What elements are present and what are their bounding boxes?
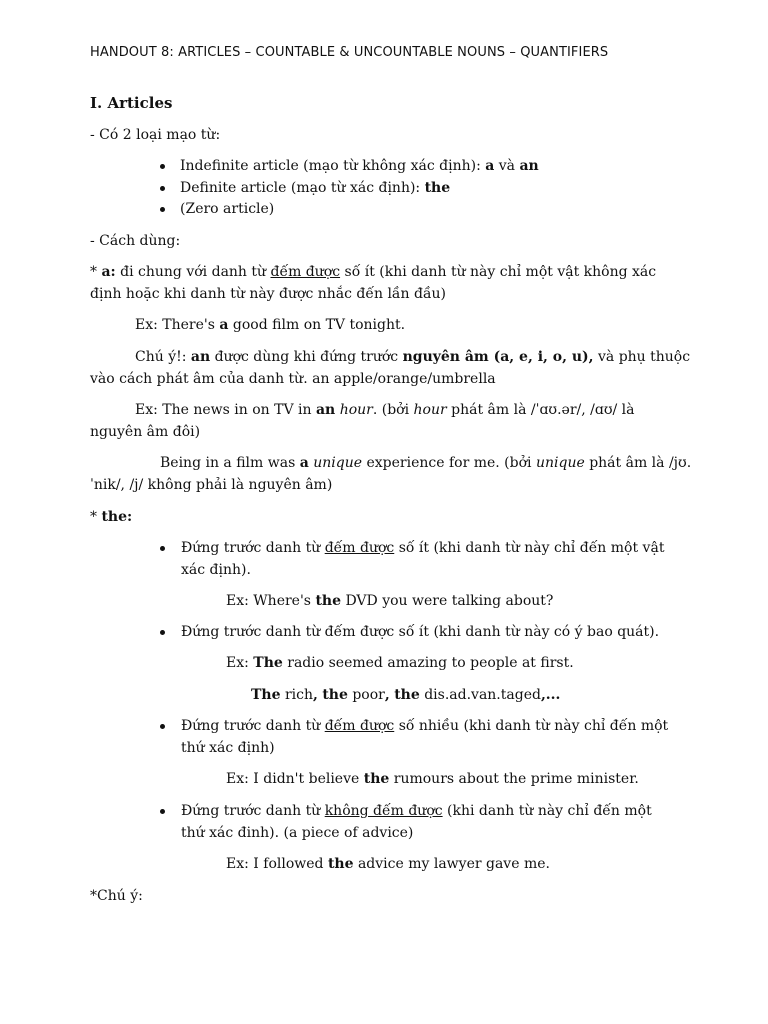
italic-word: unique (535, 455, 585, 471)
bold-article: an (315, 402, 336, 418)
bullet-icon (160, 809, 165, 814)
ellipsis: ,... (540, 687, 561, 703)
star: * (90, 264, 102, 280)
bullet-icon (160, 630, 165, 635)
the-bullet1-line2: xác định). (181, 562, 251, 578)
text: và phụ thuộc (593, 349, 691, 365)
example-hour-line2: nguyên âm đôi) (90, 424, 201, 440)
the-bullet4-line1 (181, 800, 652, 822)
intro-line: - Có 2 loại mạo từ: (90, 127, 221, 143)
bold-article: an (190, 349, 211, 365)
bold-article: the (315, 593, 341, 609)
a-rule-line2: định hoặc khi danh từ này được nhắc đến lần đầu) (90, 286, 446, 302)
bullet-icon (160, 207, 165, 212)
text: Ex: The news in on TV in (135, 402, 316, 418)
bold-article: the (322, 687, 348, 703)
text: advice my lawyer gave me. (353, 856, 550, 872)
bullet-icon (160, 164, 165, 169)
item-text: Definite article (mạo từ xác định): (180, 180, 425, 196)
text: đi chung với danh từ (115, 264, 271, 280)
the-rule-heading (90, 506, 132, 528)
bold-article: the (394, 687, 420, 703)
bold-article: the (327, 856, 354, 872)
bold-article: The (251, 687, 281, 703)
text: phát âm là /ˈɑʊ.ər/, /ɑʊ/ là (446, 402, 635, 418)
text: Ex: Where's (226, 593, 316, 609)
text: số ít (khi danh từ này chỉ một vật không xác (340, 264, 657, 280)
the-label: the: (101, 509, 133, 525)
text: radio seemed amazing to people at first. (282, 655, 574, 671)
final-note: *Chú ý: (90, 888, 143, 904)
the-bullet4-line2: thứ xác đinh). (a piece of advice) (181, 825, 414, 841)
usage-line: - Cách dùng: (90, 233, 181, 249)
the-bullet3-example (226, 768, 639, 790)
article-the: the (424, 180, 451, 196)
italic-word: hour (413, 402, 447, 418)
comma: , (313, 687, 318, 703)
text: DVD you were talking about? (341, 593, 554, 609)
the-bullet2-line1: Đứng trước danh từ đếm được số ít (khi danh từ này có ý bao quát). (181, 624, 660, 640)
the-bullet3-line2: thứ xác định) (181, 740, 275, 756)
example-unique-line1 (160, 452, 691, 474)
text: Đứng trước danh từ (181, 803, 325, 819)
text: poor (347, 687, 385, 703)
bullet-icon (160, 186, 165, 191)
text: Đứng trước danh từ (181, 718, 325, 734)
note-an-line2: vào cách phát âm của danh từ. an apple/orange/umbrella (90, 371, 496, 387)
the-bullet3-line1 (181, 715, 668, 737)
a-rule-line1 (90, 261, 656, 283)
bullet-icon (160, 724, 165, 729)
text: được dùng khi đứng trước (210, 349, 403, 365)
definite-article-item (180, 177, 450, 199)
item-text: Indefinite article (mạo từ không xác định): (180, 158, 486, 174)
text: . (bởi (372, 402, 414, 418)
text: số nhiều (khi danh từ này chỉ đến một (394, 718, 669, 734)
bullet-icon (160, 546, 165, 551)
text: experience for me. (bởi (362, 455, 536, 471)
indefinite-article-item (180, 155, 539, 177)
the-bullet2-example (226, 652, 574, 674)
item-text: và (494, 158, 520, 174)
bold-article: a (299, 455, 309, 471)
example-hour-line1 (135, 399, 635, 421)
the-bullet2-example2 (251, 684, 560, 706)
text: Ex: (226, 655, 254, 671)
text: Ex: I followed (226, 856, 328, 872)
underlined-term: đếm được (270, 264, 341, 280)
text: Đứng trước danh từ (181, 540, 325, 556)
note-an-line1 (135, 346, 690, 368)
text: Being in a film was (160, 455, 300, 471)
the-bullet1-example (226, 590, 553, 612)
article-a: a (485, 158, 495, 174)
underlined-term: đếm được (324, 718, 395, 734)
handout-header: HANDOUT 8: ARTICLES – COUNTABLE & UNCOUNTABLE NOUNS – QUANTIFIERS (90, 45, 609, 60)
text: good film on TV tonight. (228, 317, 406, 333)
article-an: an (519, 158, 539, 174)
text: Ex: There's (135, 317, 220, 333)
section-title: I. Articles (90, 94, 173, 112)
zero-article-item: (Zero article) (180, 201, 275, 217)
text: dis.ad.van.taged (419, 687, 541, 703)
text: Chú ý!: (135, 349, 191, 365)
italic-word: unique (313, 455, 363, 471)
vowels: nguyên âm (a, e, i, o, u), (402, 349, 594, 365)
example-a (135, 314, 405, 336)
underlined-term: không đếm được (324, 803, 443, 819)
text: rumours about the prime minister. (389, 771, 639, 787)
example-unique-line2: ˈnik/, /j/ không phải là nguyên âm) (90, 477, 333, 493)
text: Ex: I didn't believe (226, 771, 364, 787)
text: phát âm là /jʊ. (584, 455, 692, 471)
the-bullet4-example (226, 853, 550, 875)
the-bullet1-line1 (181, 537, 664, 559)
bold-article: a (219, 317, 229, 333)
a-label: a: (101, 264, 116, 280)
bold-article: the (363, 771, 390, 787)
bold-article: The (253, 655, 283, 671)
italic-word: hour (339, 402, 373, 418)
underlined-term: đếm được (324, 540, 395, 556)
text: số ít (khi danh từ này chỉ đến một vật (394, 540, 665, 556)
text: rich (280, 687, 313, 703)
text: (khi danh từ này chỉ đến một (442, 803, 652, 819)
star: * (90, 509, 102, 525)
comma: , (384, 687, 390, 703)
